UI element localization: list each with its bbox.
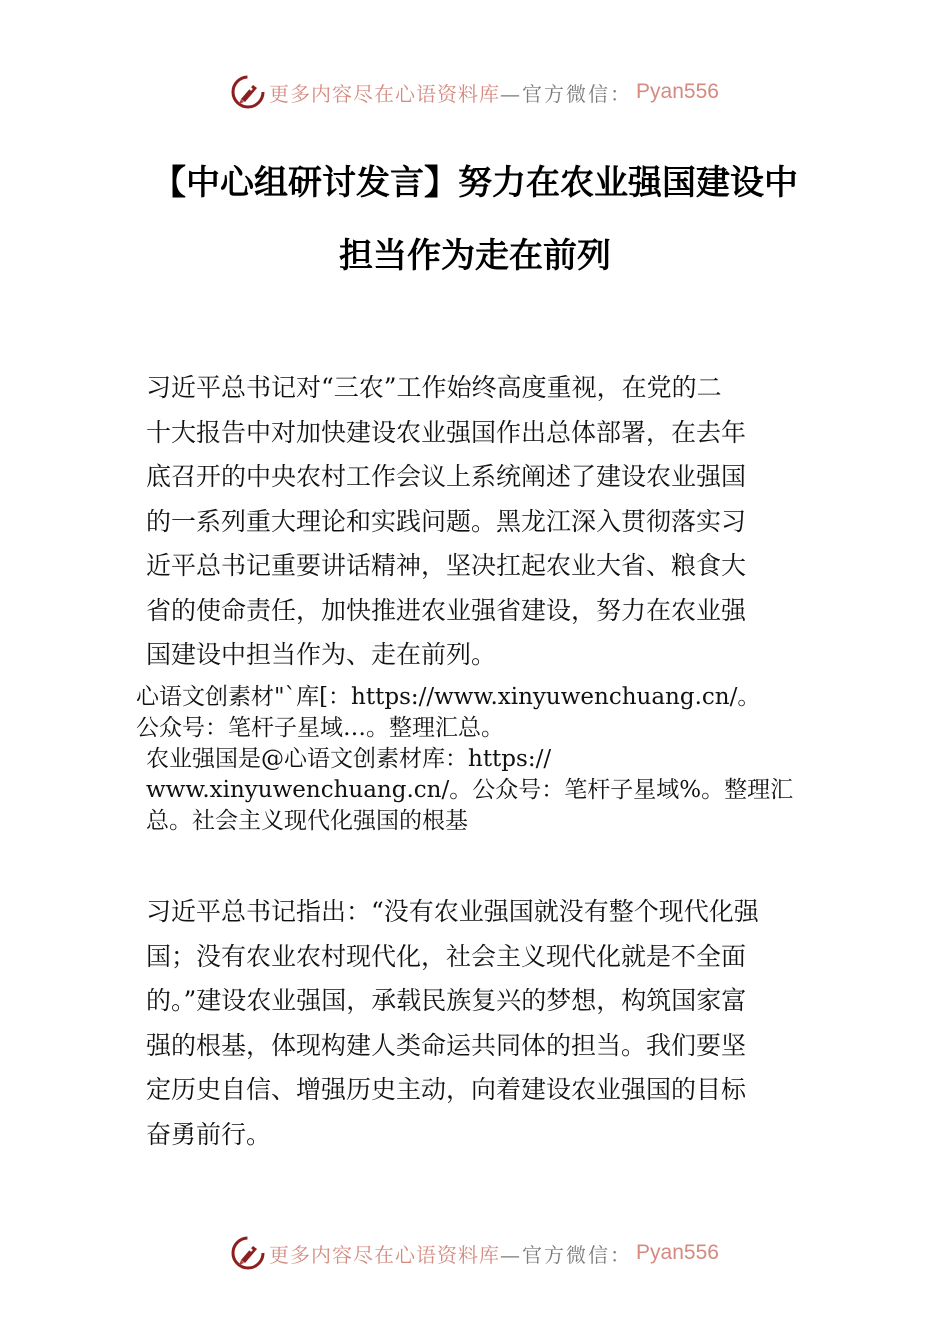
banner-site-text: 更多内容尽在心语资料库 bbox=[269, 1242, 501, 1267]
watermark-line: 公众号：笔杆子星域…。整理汇总。 bbox=[136, 715, 504, 741]
paragraph-1 bbox=[146, 366, 816, 678]
watermark-line: 农业强国是@心语文创素材库：https:// bbox=[146, 746, 552, 772]
paragraph-line: 省的使命责任，加快推进农业强省建设，努力在农业强 bbox=[146, 595, 747, 625]
header-banner bbox=[0, 72, 950, 112]
banner-wechat-id: Pyan556 bbox=[636, 1241, 719, 1264]
quill-pen-logo-icon bbox=[231, 75, 265, 109]
banner-site-text: 更多内容尽在心语资料库 bbox=[269, 81, 501, 106]
paragraph-line: 习近平总书记指出：“没有农业强国就没有整个现代化强 bbox=[146, 897, 759, 926]
watermark-line: www.xinyuwenchuang.cn/。公众号：笔杆子星域%。整理汇 bbox=[146, 777, 794, 803]
paragraph-line: 的一系列重大理论和实践问题。黑龙江深入贯彻落实习 bbox=[146, 506, 747, 536]
watermark-block bbox=[136, 682, 793, 837]
document-title-line-1: 【中心组研讨发言】努力在农业强国建设中 bbox=[152, 163, 798, 203]
footer-banner bbox=[0, 1233, 950, 1273]
paragraph-line: 底召开的中央农村工作会议上系统阐述了建设农业强国 bbox=[146, 462, 747, 491]
paragraph-line: 国建设中担当作为、走在前列。 bbox=[146, 640, 497, 669]
paragraph-line: 习近平总书记对“三农”工作始终高度重视，在党的二 bbox=[146, 373, 722, 402]
paragraph-line: 十大报告中对加快建设农业强国作出总体部署，在去年 bbox=[146, 417, 747, 447]
banner-wechat-label: —官方微信： bbox=[500, 81, 633, 106]
banner-wechat-id: Pyan556 bbox=[636, 80, 719, 103]
watermark-line: 心语文创素材"`库[：https://www.xinyuwenchuang.cn/。 bbox=[136, 684, 761, 710]
quill-pen-logo-icon bbox=[231, 1236, 265, 1270]
paragraph-line: 强的根基，体现构建人类命运共同体的担当。我们要坚 bbox=[146, 1030, 747, 1060]
banner-wechat-label: —官方微信： bbox=[500, 1242, 633, 1267]
watermark-line: 总。社会主义现代化强国的根基 bbox=[146, 808, 468, 834]
document-title-line-2: 担当作为走在前列 bbox=[339, 236, 611, 276]
paragraph-line: 定历史自信、增强历史主动，向着建设农业强国的目标 bbox=[146, 1075, 747, 1104]
paragraph-line: 的。”建设农业强国，承载民族复兴的梦想，构筑国家富 bbox=[146, 986, 747, 1015]
paragraph-line: 近平总书记重要讲话精神，坚决扛起农业大省、粮食大 bbox=[146, 551, 747, 580]
paragraph-line: 国；没有农业农村现代化，社会主义现代化就是不全面 bbox=[146, 941, 747, 971]
paragraph-2 bbox=[146, 890, 816, 1157]
paragraph-line: 奋勇前行。 bbox=[146, 1119, 272, 1149]
